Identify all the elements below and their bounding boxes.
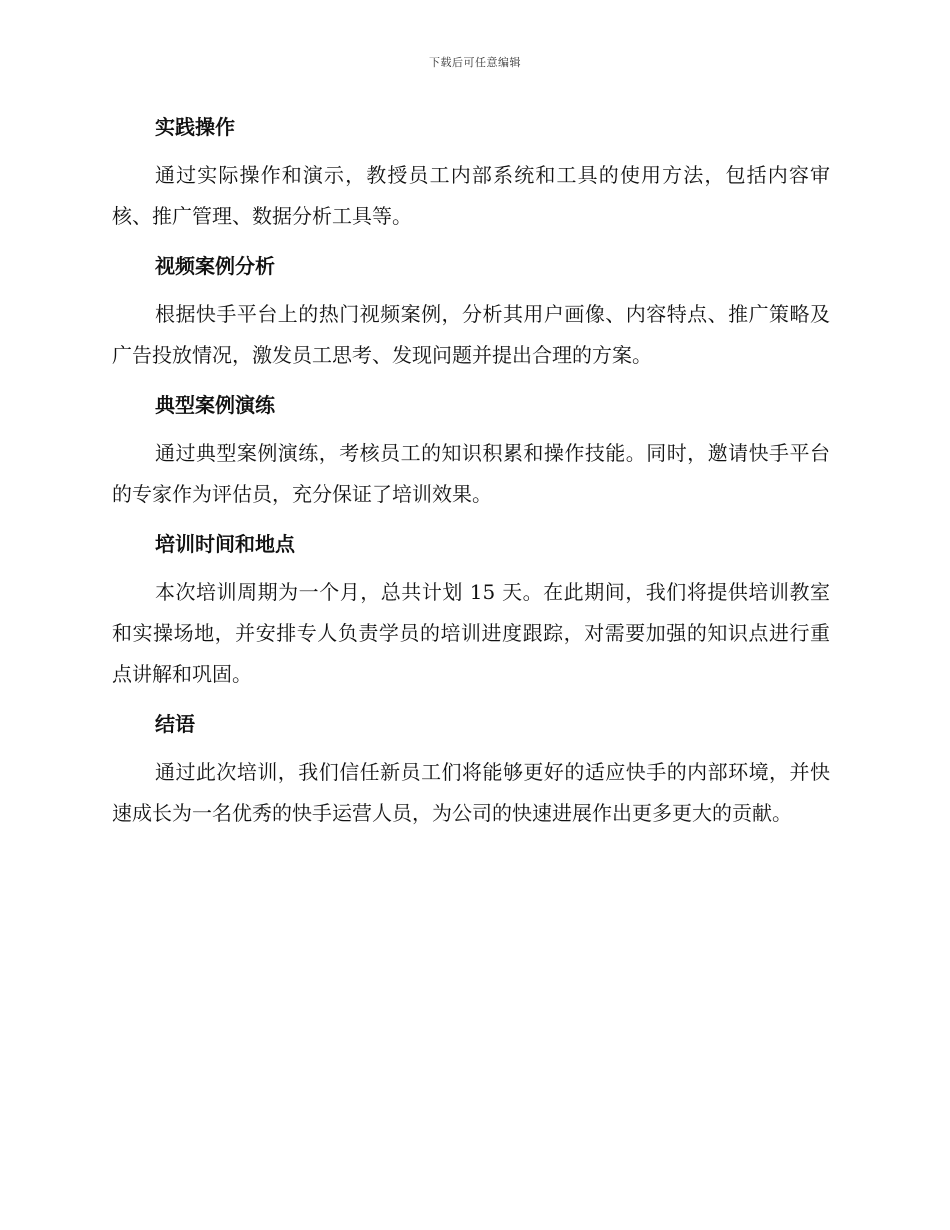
section-heading: 实践操作 (155, 115, 235, 139)
section-heading: 典型案例演练 (155, 393, 275, 417)
section-video-case-analysis (112, 251, 830, 376)
section-paragraph: 通过典型案例演练，考核员工的知识积累和操作技能。同时，邀请快手平台的专家作为评估员，充分保证了培训效果。 (112, 441, 830, 506)
section-training-time-place (112, 529, 830, 695)
section-paragraph: 通过实际操作和演示，教授员工内部系统和工具的使用方法，包括内容审核、推广管理、数据分析工具等。 (112, 163, 830, 228)
section-conclusion (112, 709, 830, 834)
section-heading: 结语 (155, 712, 195, 736)
section-heading: 培训时间和地点 (155, 532, 295, 556)
section-paragraph: 本次培训周期为一个月，总共计划 15 天。在此期间，我们将提供培训教室和实操场地，并安排专人负责学员的培训进度跟踪，对需要加强的知识点进行重点讲解和巩固。 (112, 580, 830, 686)
header-note: 下载后可任意编辑 (429, 56, 521, 69)
section-paragraph: 根据快手平台上的热门视频案例，分析其用户画像、内容特点、推广策略及广告投放情况，激发员工思考、发现问题并提出合理的方案。 (112, 302, 830, 367)
section-practice (112, 112, 830, 237)
section-paragraph: 通过此次培训，我们信任新员工们将能够更好的适应快手的内部环境，并快速成长为一名优秀的快手运营人员，为公司的快速进展作出更多更大的贡献。 (112, 760, 830, 825)
section-heading: 视频案例分析 (155, 254, 275, 278)
section-typical-case-drill (112, 390, 830, 515)
document-content (112, 112, 830, 834)
